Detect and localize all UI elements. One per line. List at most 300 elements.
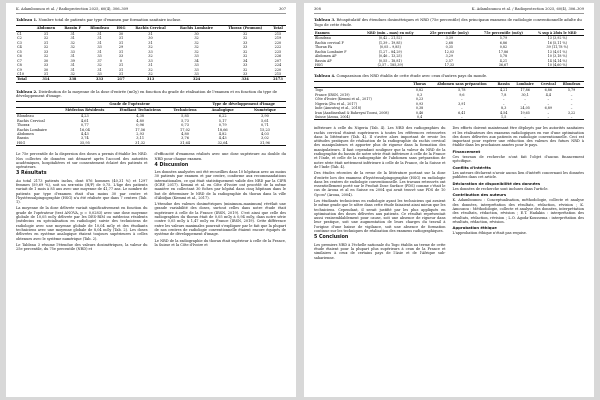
table-cell: 31,32 [112,141,169,146]
row-label: Nigeria (Ztu et al., 2017) [315,101,357,106]
paragraph: Au total 2173 patients inclus, dont 876 hommes (40,31 %) et 1297 femmes (59,69 %), soit un sex-ratio (H/F) de 0,75. L'âge des patients variait de 1 mois à 85 ans avec une moyenne de 41,77 ans. Le nombre de patients par type d'examen était d'au moins 30 par centre et l'hystérosalpingographie (HSG) n'a été réalisée que dans 7 centres (Tab. 1). [16,178,148,205]
table-cell: 33 [148,58,153,63]
table-cell: 12,03 [444,49,455,54]
table-cell: – [547,97,550,102]
row-label: Blondeau [315,36,331,41]
table-cell: 33 [194,54,199,59]
paragraph: Le NRD de la radiographie du thorax était supérieur à celle de la France, la Suisse et la Côte d'Ivoire et [154,238,286,247]
table-cell: 4,21 [500,88,508,93]
table-cell: 5,79 [499,36,508,41]
table-cell: 32 [242,54,248,59]
body-column-2 [453,126,585,262]
row-label: France (IRSN, 2019) [315,92,350,97]
table-cell: 0,82 [415,88,424,93]
row-label: Rachis Cervical [17,118,45,123]
body-column-2 [155,152,287,253]
table-cell: 17,02 [180,127,191,132]
row-label: Rachis Lombaire [17,127,47,132]
table-cell: 14 (4,14 %) [547,58,567,63]
table-cell: 3,74 [80,136,89,141]
table-cell: 16 (5,11 %) [547,40,567,45]
paragraph: Les données analysées ont été recueillies dans 10 hôpitaux avec au moins 30 patients par examen et par centre, conforme aux recommandations internationales, ce qui était statistiquement valide des NRD par la CIPR (ICRP, 2017). Kemmi et al. en Côte d'Ivoire ont procédé de la même manière en collectant 30 fiches par hôpital dans cinq hôpitaux dans le but de déterminer le NRD de la radiographie du thorax dans la ville d'Abidjan (Kemmi et al., 2017). [154,170,286,200]
table-cell: 0,38 [415,106,424,111]
table-cell: 10 (4,60 %) [531,63,584,68]
column-header: % sup à 2fois le NRD [531,30,584,36]
table-cell: 31 [70,67,75,72]
paragraph: La moyenne de la dose délivrée variait significativement en fonction du grade de l'opérateur (test ANOVA, p = 0,0283) avec une dose moyenne globale de 10,05 mGy délivrée par les DES-RIM ou médecins résidents (médecins en spécialisation en radiologie) suivie des techniciens de radiologie avec une moyenne globale de 10,04 mGy et des étudiants techniciens avec une moyenne globale de 8,04 mGy (Tab. 2). Les doses délivrées en système analogique étaient toujours supérieures à celles obtenues avec le système numérique (Tab. 2). [16,206,148,241]
funding-title: Financement [452,148,481,154]
table2-group-grade: Grade de l'opérateur [58,101,202,107]
table-cell: 0 [119,58,123,63]
table-cell: 5,78 [499,54,508,59]
table-cell: 13 (3,92 %) [547,36,567,41]
table-cell: 39 [70,58,75,63]
column-header: Abdomen [32,25,60,31]
table-row [16,141,286,146]
row-label: HSG [314,63,358,68]
table-cell: – [460,106,463,111]
column-header: Lombaire [513,81,538,87]
table-cell: 4,80 [136,118,145,123]
table-cell: 16,04 [79,127,90,132]
table-cell: – [559,115,584,120]
table-cell: 4,21 [499,58,508,63]
table-cell: 3,90 [261,114,269,119]
row-label: HSG [16,141,58,146]
table-cell: 13 (4,01 %) [547,49,567,54]
table-cell: 0,82 [499,45,508,50]
table-cell: 4,80 [181,132,189,136]
table-cell: 0,23 [415,97,424,102]
table-cell: 5,78 [458,88,466,93]
row-label: C8 [17,63,22,68]
column-header: Bassin [495,81,513,87]
column-header: Examen [314,30,358,36]
table-cell: 207 [274,58,282,63]
paragraph: Les premiers NRD à l'échelle nationale du Togo établis au terme de cette étude étaient pour la plupart plus supérieurs à ceux de la France et similaires à ceux de certains pays de l'Asie et de l'Afrique sub-saharienne. [314,242,446,260]
table-cell: 0,79 [218,123,227,128]
table-cell: 9,6 [459,92,465,97]
table-cell: 10 (3,18 %) [547,54,567,59]
table-cell: 37 [97,58,102,63]
table-cell: 33 [194,63,199,68]
column-header: Total [270,25,286,31]
table-cell: 31,96 [244,141,286,146]
table-cell: 0,93 [415,101,424,106]
table-cell: 33 [43,49,49,54]
table-cell: 30 [43,58,49,63]
table-cell: 33 [43,63,49,68]
paragraph: Ces travaux de recherche n'ont fait l'objet d'aucun financement spécifique. [452,155,584,164]
page-number: 308 [314,7,321,11]
table-cell: 31 [118,49,124,54]
table-cell: 32 [194,40,199,45]
table-cell: – [502,101,505,106]
table-cell: 34 [242,58,248,63]
header-citation: K. Adambounou et al. / Radioprotection 2025, 60(4), 306–309 [471,7,584,11]
table-cell: 2,93 [136,132,145,136]
table-cell: 32 [148,54,153,59]
section-title-resultats: 3 Résultats [16,171,47,177]
table-cell: 31 [148,63,153,68]
table2 [16,101,286,146]
table-cell: 36,67 [476,63,530,68]
table-cell: 215 [274,72,282,76]
table-cell: – [570,101,573,106]
row-label: Rachis Lombaire F [315,49,347,54]
paragraph: d'efficacité d'examens réalisés avec une dose supérieure au double du NRD pour chaque examen. [154,152,286,161]
table-cell: 17,56 [135,127,146,132]
table-cell: 29 [118,45,124,50]
table-cell: 32 [194,45,199,50]
table-cell: 324 [173,77,221,82]
table-cell: 220 [274,40,282,45]
contributions-title: Contribution des auteurs [452,192,507,198]
table-cell: 3,29 [445,54,453,59]
table-cell: 5,85 [181,114,189,119]
row-label: Iran (Asadinezhad & Bahreyni Toossi, 2008) [315,110,389,115]
table-cell: 31 [148,31,153,36]
body-columns [314,126,584,262]
table-cell: 3,39 [445,36,453,41]
table-cell: – [570,97,573,102]
table-cell: 4,43 [218,136,227,141]
table-cell: 31 [70,31,75,36]
column-header: Abdomen sans préparation [429,81,495,87]
table1 [16,25,286,83]
paragraph: L'approbation éthique n'était pas requise. [452,231,527,236]
table-cell: – [460,97,463,102]
table-cell: 0,96 [136,123,145,128]
table-cell: – [502,97,505,102]
table-cell: 31 [70,63,75,68]
table-cell: 4,03 [261,132,269,136]
table-cell: 0,71 [261,123,269,128]
table-cell: 3,76 [181,136,189,141]
table-cell: 30 [118,31,124,36]
section-title-discussion: 4 Discussion [154,162,189,168]
left-page [6,3,296,397]
table-cell: – [538,115,560,120]
column-header: Blondeau [85,25,113,31]
table-cell: 31 [97,31,102,36]
running-header [314,7,584,14]
paragraph: Des études récentes de la revue de la littérature portant sur la dose d'entrée lors des examens d'hystérosalpingographie (HSG) en radiologie dans les centres de radiologie conventionnelle. Les travaux retrouvés ont essentiellement porté sur le Produit Dose Surface (PDS) comme c'était le cas de Aroua et al en Suisse en 2004 qui avait trouvé une PDS de 10 Gy.cm² (Aroua, 2004). [314,171,446,197]
table-cell: 33 [97,54,102,59]
table-cell: 4,54 [500,110,508,115]
column-header: Thorax (Poumon) [220,25,269,31]
table-cell: 6,86 [544,88,552,93]
table-cell: – [570,92,573,97]
body-column-1 [16,152,148,253]
table-cell: 3,22 [567,110,576,115]
column-header: Thorax [410,81,429,87]
table-cell: 39 (11,78 %) [546,45,568,50]
table-cell: – [547,110,550,115]
table-cell: 32 [242,49,248,54]
table-cell: – [570,106,573,111]
table-cell: 31 [70,36,75,41]
table-cell: 225 [274,49,282,54]
table-cell: 33 [242,63,248,68]
table-cell: 33 [148,49,153,54]
column-header: Étudiant Techniciens [112,107,169,113]
table-cell: 217 [114,77,129,82]
conflict-title: Conflits d'intérêts [452,164,491,170]
table-cell: 0,46 [415,110,424,115]
column-header: NRD (min – max) en mGy [358,30,422,36]
section-title-conclusion: 5 Conclusion [314,235,349,241]
header-citation: K. Adambounou et al. / Radioprotection 2025, 60(4), 306–309 [16,7,129,11]
table-cell: 3,91 [458,101,466,106]
table-cell: 17,86 [520,88,530,93]
table-cell: 31 [43,72,49,76]
row-label: Rachis cervical F [315,40,344,45]
table-cell: 18,66 [217,127,228,132]
table-cell: 224 [274,63,282,68]
table-cell: 31 [97,36,102,41]
table-cell: 6,41 [458,110,466,115]
row-label: C10 [17,72,25,76]
table-cell: 32 [43,36,49,41]
table-cell: 31 [118,36,124,41]
body-column-1 [314,126,446,262]
paragraph: L'étendue des valeurs dosimétriques (minimum–maximum) révélait une grande variabilité des doses, surtout celles dans notre étude était supérieure à celle de la France (IRSN, 2019). C'est ainsi que celle des radiographies du thorax était de 0,05 mGy à 0,94 mGy, dans notre série contre 0,05 mGy à 1,47 mGy en France (IRSN, 2019). Cette différence entre les valeurs maximales pourrait s'expliquer par le fait que la plupart de nos centres de radiologie conventionnelle étaient encore équipés de système de développement d'image. [154,202,286,237]
table-cell: 314 [32,77,60,82]
table-cell: 226 [274,54,282,59]
column-header: HSG [114,25,129,31]
table-cell: 2,57 [445,58,453,63]
table-cell: 32 [194,49,199,54]
row-label: Blondeau [17,114,34,119]
table-cell: – [513,115,538,120]
table-cell: – [524,101,526,106]
table2-caption: Tableau 2. Distribution de la moyenne de la dose d'entrée (mGy) en fonction du grade de réalisation de l'examen et en fonction du type de développement d'image. [16,89,278,99]
table-cell: 3,11 [136,136,145,141]
table-cell: 32 [70,72,75,76]
table3 [314,29,584,68]
row-label: Togo [315,88,324,93]
table-cell: 34 [194,58,199,63]
table-cell: 4,82 [218,132,227,136]
table-cell: 0,4 [410,115,429,120]
table-cell: 313 [128,77,172,82]
column-header: 75e percentile (mGy) [476,30,530,36]
table-cell: 30 [194,31,199,36]
row-label: Abdomen [17,132,34,136]
row-label: C7 [17,58,22,63]
row-label: C4 [17,45,22,50]
data-availability-title: Déclaration de disponibilité des données [452,180,541,186]
table-cell: 32 [43,45,49,50]
table-row [314,115,584,120]
table-cell: 0,77 [80,123,89,128]
row-label: Suisse (Aroua, 2004) [314,115,410,120]
table-cell: 33 [242,45,248,50]
table-cell: 6,22 [218,114,227,119]
table-cell: (0,42 – 21,52) [378,36,402,41]
table-cell: 30 [148,36,153,41]
table-cell: 333 [85,77,113,82]
table-cell: 30 [43,67,49,72]
paragraph: Les étudiants techniciens en radiologie ayant les techniciens qui avaient le même grade que le nôtre dans cette étude faisaient ainsi mieux que les techniciens. Cependant, il serait justifié par les plus appliqués en optimisation des doses délivrées aux patients. Ce résultat représentait aussi vraisemblablement pour cause, soit une absence de rigueur dans leur pratique, soit une augmentation de leurs charges du travail à l'origine d'une baisse de vigilance, soit une absence de formation continue sur les techniques de réalisation des examens radiographiques. [314,199,446,234]
table-cell: 6,86 [499,40,508,45]
table-cell: 4,23 [80,114,89,119]
table-cell: 4,43 [80,132,89,136]
table-cell: 219 [274,36,282,41]
table-cell: 4,61 [80,118,89,123]
row-label: Bassin [17,136,29,141]
table-cell: 33 [97,72,102,76]
table-cell: 31 [70,54,75,59]
table-cell: 33 [194,72,199,76]
table-cell: 338 [60,77,86,82]
table-cell: 33 [118,54,124,59]
table-cell: 5,17 [218,118,227,123]
column-header: 25e percentile (mGy) [422,30,476,36]
table-cell: 35,95 [58,141,112,146]
table-cell: 32,64 [202,141,244,146]
row-label: Bassin AP [315,58,332,63]
paragraph: inférieure à celle du Nigeria (Tab. 4). Les NRD des radiographies du rachis cervical étaient supérieures à toutes les références retrouvées dans la littérature (Tab. 4). Il s'avère alors important de revoir les attitudes pratiques de réalisation de la radiographie du rachis cervical des manipulateurs et apporter plus de rigueur dans la formation des manipulateurs. Il faut cependant souligner que la valeur du NRD de la radiographie du bassin de notre série était inférieure à celle de la France et l'Inde, et celle de la radiographie de l'abdomen sans préparation de notre série était nettement inférieure à celle de la France, de la Suisse et de l'Inde (Tab. 4). [314,126,446,169]
table-cell: 32 [148,45,153,50]
table-cell: 32 [242,36,248,41]
table-cell: 31 [43,31,49,36]
table-cell: 220 [274,67,282,72]
table-cell: 31 [148,40,153,45]
table4 [314,81,584,120]
table-cell: 334 [220,77,269,82]
table-cell: 3,02 [261,136,269,141]
table-cell: 222 [274,45,282,50]
table-cell: (2,57 – 185,39) [358,63,422,68]
table-cell: 31 [97,67,102,72]
row-label: Thorax [17,123,30,128]
page-number: 307 [279,7,286,11]
paragraph: Des efforts doivent maintenant être déployés par les autorités sanitaires et les réalisateurs des examens radiologiques en vue d'une optimisation des doses délivrées aux patients en radiologie conventionnelle. Ceci est important pour espérer une réduction des valeurs des futurs NRD à établir dans les prochaines années pour le pays. [452,126,584,148]
table-cell: 32 [148,67,153,72]
row-label: Thorax PA [315,45,333,50]
table-cell: 33 [242,40,248,45]
table-cell: 32 [43,54,49,59]
table-cell: 7,8 [501,92,507,97]
table-cell: 31,64 [169,141,202,146]
column-header: Numérique [244,107,286,113]
table-cell: 215 [274,31,282,36]
table-cell: (1,39 – 19,85) [378,40,402,45]
table-cell: 33 [242,72,248,76]
body-columns [16,152,286,253]
table-cell: 31 [43,40,49,45]
table3-caption: Tableau 3. Récapitulatif des étendues dosimétriques et NRD (75e percentile) des principaux examens de radiologie conventionnelle adulte du Togo de cette étude. [314,18,582,27]
table-cell: – [429,115,495,120]
column-header: Médecins Résidents [58,107,112,113]
row-label: C5 [17,49,22,54]
table-cell: 2173 [270,77,286,82]
table-cell: 17,86 [498,49,509,54]
row-label: Total [16,77,32,82]
table-cell: 19,65 [520,110,530,115]
table-cell: 32 [194,36,199,41]
paragraph: K. Adambounou : Conceptualisation, méthodologie, collecte et analyse des données, interprétation des résultats, rédaction, révision ; K. Amouzou : Méthodologie, collecte et analyse des données, interprétation des résultats, rédaction, révision ; E.T. Hadakin : interprétation des résultats, rédaction, révision ; L.O. Agoda-Koussema : interprétation des résultats, rédaction, révision. [452,198,584,224]
table-cell: 0,35 [445,45,453,50]
table-cell: 31 [97,49,102,54]
row-label: C3 [17,40,22,45]
column-header: Cervical [538,81,560,87]
row-label: C9 [17,67,22,72]
table-cell: 5,79 [567,88,576,93]
table-cell: 5,61 [261,118,269,123]
table-cell: 32 [148,72,153,76]
table-cell: (0,55 – 18,81) [378,58,402,63]
column-header: Techniciens [169,107,202,113]
table-cell: 32 [70,40,75,45]
table-cell: 17,33 [422,63,476,68]
table-cell: 33 [97,45,102,50]
table-cell: 31 [118,63,124,68]
table-row [314,63,584,68]
table-cell: 6,89 [544,106,552,111]
table-cell: 0,73 [181,123,189,128]
table-cell: 15,23 [259,127,270,132]
table-cell: 30,1 [521,92,529,97]
running-header [16,7,286,14]
paragraph: Les auteurs déclarent n'avoir aucun lien d'intérêt concernant les données publiées dans cet article. [452,170,584,180]
table-cell: 32 [70,45,75,50]
table-cell: 4,38 [136,114,145,119]
table-cell: 1,5 [495,115,513,120]
table-cell: (1,27 – 84,29) [378,49,402,54]
table-cell: 32 [242,67,248,72]
paragraph: Le Tableau 3 résume l'étendue des valeurs dosimétriques, la valeur du 25e percentile, du 75e percentile (NRD) et [16,242,148,252]
row-label: Inde (Amrutraj et al., 2018) [315,106,362,111]
table-cell: 31 [118,72,124,76]
column-header: Rachis Lombaire [173,25,221,31]
table-cell: 32 [97,63,102,68]
table-cell: 31 [118,40,124,45]
table-cell: 2,68 [445,40,453,45]
column-header: Analogique [202,107,244,113]
table1-caption: Tableau 1. Nombre total de patients par type d'examen par formation sanitaire incluse. [16,18,182,22]
row-label: Abdomen AP [315,54,337,59]
table-cell: (0,46 – 13,25) [378,54,402,59]
table-cell: 4,4 [545,92,551,97]
table-cell: – [547,101,550,106]
table-row [16,77,286,82]
row-label: C6 [17,54,22,59]
ethics-title: Approbation éthique [452,225,497,231]
table4-caption: Tableau 4. Comparaison des NRD établis de cette étude avec ceux d'autres pays du monde. [314,74,488,79]
table-cell: 24,05 [520,106,530,111]
table-cell: 31 [118,67,124,72]
table-cell: – [524,97,526,102]
table2-group-type: Type de développement d'image [202,101,287,107]
table-cell: 5,73 [181,118,189,123]
table-cell: 33 [194,67,199,72]
column-header: Bassin F [60,25,86,31]
row-label: C2 [17,36,22,41]
paragraph: Les données de recherche sont incluses dans l'article. [452,186,549,191]
row-label: C1 [17,31,22,36]
table-cell: 32 [242,31,248,36]
table-cell: 31 [97,40,102,45]
column-header: Rachis Cervical [128,25,172,31]
column-header: Blondeau [559,81,584,87]
table-cell: 33 [70,49,75,54]
table-cell: 0,3 [416,92,423,97]
right-page [304,3,594,397]
paragraph: Le 75e percentile de la dispersion des doses a permis d'établir les NRD. Nos collectes de données ont démarré après l'accord des autorités académiques, hospitalières et sur consentement éclairé des patients et opérateurs. [16,152,148,170]
